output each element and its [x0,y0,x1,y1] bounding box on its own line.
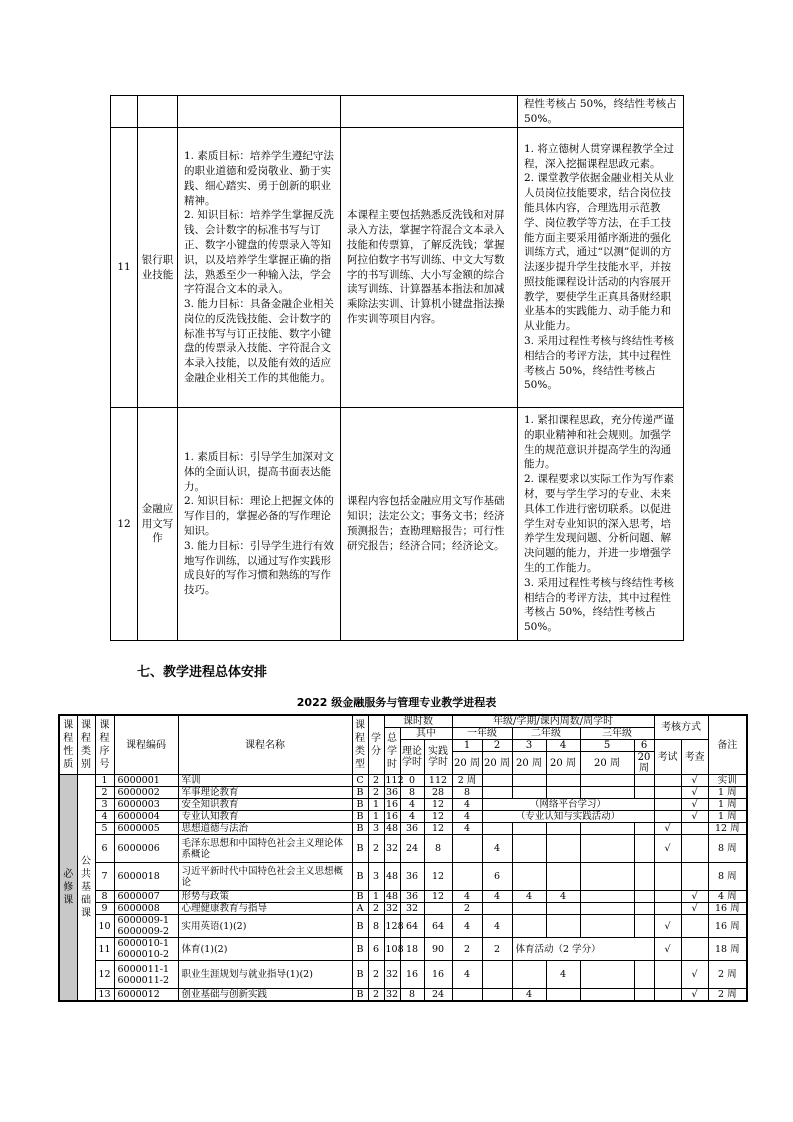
cell-s1: 4 [452,915,482,938]
cell-code: 6000004 [114,811,178,823]
header-course-nature: 课程性质 [59,715,77,775]
cell-s2: 2 [482,938,512,961]
course-number: 12 [111,408,138,641]
cell-s1: 4 [452,811,482,823]
cell-s5 [580,915,634,938]
cell-practice: 12 [424,863,452,891]
cell-s3 [512,835,546,863]
cell-s3 [512,787,546,799]
cell-theory: 36 [400,891,424,903]
requirement-text: 1. 紧扣课程思政，充分传递严谨的职业精神和社会规则。加强学生的规范意识并提高学生的沟通能力。 [524,414,674,471]
cell-remark: 1 周 [708,811,747,823]
cell-type: B [352,823,368,835]
course-name: 金融应用文写作 [138,408,178,641]
header-weeks: 20 周 [512,752,546,775]
requirement-text: 3. 采用过程性考核与终结性考核相结合的考评方法，其中过程性考核占 50%，终结性考核占 50%。 [524,335,674,392]
cell-credit: 8 [368,915,384,938]
cell-remark: 12 周 [708,823,747,835]
cell-type: B [352,811,368,823]
cell-check [681,863,708,891]
cell-s2 [482,903,512,915]
cell-s2: 4 [482,891,512,903]
header-weeks: 20 周 [634,752,654,775]
cell-s1: 4 [452,961,482,989]
cell-s5 [580,823,634,835]
cell-s6 [634,961,654,989]
cell-objectives [178,128,341,408]
header-course-seq: 课程序号 [95,715,114,775]
header-weeks: 20 周 [580,752,634,775]
cell-exam [654,787,681,799]
requirement-text: 2. 课堂教学依据金融业相关从业人员岗位技能要求，结合岗位技能具体内容，合理选用示范教学、岗位教学等方法，在手工技能方面主要采用循序渐进的强化训练方式，通过“以测”促训的方法逐步提升学生技能水平，并按照技能课程设计活动的内容展开教学，要使学生正真具备财经职业基本的实践能力、动手能力和从业能力。 [524,172,674,333]
table-row [59,989,747,1002]
cell-theory: 4 [400,811,424,823]
cell-requirements [518,128,684,408]
cell-exam [654,961,681,989]
table-row [59,891,747,903]
cell-remark: 4 周 [708,891,747,903]
cell-s4: 4 [546,891,580,903]
cell-credit: 3 [368,863,384,891]
cell-name: 毛泽东思想和中国特色社会主义理论体系概论 [178,835,352,863]
cell-total: 32 [384,961,400,989]
cell-type: B [352,799,368,811]
cell-total: 16 [385,811,399,822]
course-content: 本课程主要包括熟悉反洗钱和对屏录入方法，掌握字符混合文本录入技能和传票算，了解反洗钱；掌握阿拉伯数字书写训练、中文大写数字的书写训练、大小写金额的综合读写训练、计算器基本指法和加减乘除法实训、计算机小键盘指法操作实训等项目内容。 [341,128,518,408]
cell-code: 6000003 [114,799,178,811]
table-row [59,938,747,961]
cell-s2 [482,989,512,1002]
objective-text: 3. 能力目标：具备金融企业相关岗位的反洗钱技能、会计数字的标准书写与订正技能、数字小键盘的传票录入技能、字符混合文本录入技能，以及能有效的适应金融企业相关工作的其他能力。 [184,298,334,385]
table-row [59,903,747,915]
cell-remark: 8 周 [708,835,747,863]
cell-span: 体育活动（2 学分） [512,938,654,961]
cell-seq: 3 [95,799,114,811]
cell-s1: 4 [452,891,482,903]
cell-name: 思想道德与法治 [178,823,352,835]
cell-s3: 4 [512,989,546,1002]
cell-practice: 64 [424,915,452,938]
cell-s4 [546,835,580,863]
cell-name: 创业基础与创新实践 [178,989,352,1002]
cell-s5 [580,835,634,863]
cell-remark: 实训 [708,775,747,787]
cell-check: √ [681,799,708,811]
cell-credit: 3 [368,823,384,835]
cell-name: 实用英语(1)(2) [178,915,352,938]
cell-exam: √ [654,823,681,835]
cell-s1 [452,863,482,891]
cell-name: 心理健康教育与指导 [178,903,352,915]
cell-s4 [546,915,580,938]
cell-s6 [634,903,654,915]
cell-practice: 24 [424,989,452,1002]
cell-remark: 18 周 [708,938,747,961]
cell-seq: 4 [95,811,114,823]
cell-s2: 6 [482,863,512,891]
cell-code: 6000018 [114,863,178,891]
header-course-category: 课程类别 [77,715,95,775]
cell-s4 [546,775,580,787]
cell-credit: 1 [368,811,384,823]
header-check: 考查 [681,740,708,775]
cell-code: 6000011-1 6000011-2 [114,961,178,989]
header-practice: 实践学时 [424,740,452,775]
cell-theory: 8 [400,989,424,1002]
objective-text: 2. 知识目标：理论上把握文体的写作目的，掌握必备的写作理论知识。 [184,495,334,537]
cell-s3: 4 [512,891,546,903]
header-row [59,715,747,728]
header-credit: 学分 [368,715,384,775]
cell-s4: 4 [546,961,580,989]
cell-theory: 36 [400,823,424,835]
cell-seq: 10 [95,915,114,938]
header-year2: 二年级 [512,728,580,740]
cell-s1: 2 周 [452,775,482,787]
requirement-text: 3. 采用过程性考核与终结性考核相结合的考评方法，其中过程性考核占 50%，终结性考核占 50%。 [524,576,674,634]
section-heading: 七、教学进程总体安排 [137,665,268,680]
cell-practice: 28 [424,787,452,799]
cell-code: 6000007 [114,891,178,903]
table-row [59,775,747,787]
cell-practice: 16 [424,961,452,989]
cell-theory: 64 [400,915,424,938]
cell-remark: 2 周 [708,961,747,989]
cell-total: 36 [385,787,399,798]
header-theory: 理论学时 [400,740,424,775]
cell-check: √ [681,961,708,989]
cell-type: B [352,989,368,1002]
cell-s3 [512,915,546,938]
header-assess: 考核方式 [654,715,708,740]
cell-s5 [580,775,634,787]
header-course-name: 课程名称 [178,715,352,775]
cell-exam: √ [654,938,681,961]
cell-type: A [352,903,368,915]
cell-practice [424,903,452,915]
cell-seq: 6 [95,835,114,863]
cell-credit: 2 [368,903,384,915]
cell-s5 [580,891,634,903]
cell-seq: 12 [95,961,114,989]
cell-type: B [352,787,368,799]
cell-s5 [580,989,634,1002]
cell-requirements [518,408,684,641]
header-remark: 备注 [708,715,747,775]
cell-seq: 1 [95,775,114,787]
objective-text: 3. 能力目标：引导学生进行有效地写作训练，以通过写作实践形成良好的写作习惯和熟练的写作技巧。 [184,539,334,597]
cell-check: √ [681,787,708,799]
cell-s1: 4 [452,823,482,835]
schedule-table-title: 2022 级金融服务与管理专业教学进程表 [296,696,497,709]
cell-total: 128 [384,915,400,938]
cell-num [111,96,138,128]
cell-s2 [482,775,512,787]
course-category-cell: 公共基础课 [77,775,95,1002]
cell-theory: 36 [400,863,424,891]
cell-exam [654,775,681,787]
cell-check [681,823,708,835]
header-semester: 2 [482,740,512,752]
table-row [59,799,747,811]
header-semester: 4 [546,740,580,752]
cell-type: B [352,835,368,863]
cell-check: √ [681,891,708,903]
table-row [111,408,684,641]
course-content: 课程内容包括金融应用文写作基础知识；法定公文；事务文书；经济预测报告；查勘理赔报告；可行性研究报告；经济合同；经济论文。 [341,408,518,641]
cell-exam: √ [654,915,681,938]
cell-objectives [178,96,341,128]
cell-credit: 1 [368,799,384,811]
header-course-code: 课程编码 [114,715,178,775]
header-weeks: 20 周 [546,752,580,775]
cell-theory: 8 [400,787,424,799]
cell-practice: 12 [424,811,452,823]
table-row [59,835,747,863]
cell-seq: 9 [95,903,114,915]
cell-s1 [452,989,482,1002]
cell-objectives [178,408,341,641]
header-exam: 考试 [654,740,681,775]
cell-remark: 8 周 [708,863,747,891]
cell-s6 [634,787,654,799]
course-number: 11 [111,128,138,408]
cell-practice: 12 [424,891,452,903]
cell-seq: 5 [95,823,114,835]
cell-theory: 18 [400,938,424,961]
header-year3: 三年级 [580,728,654,740]
cell-code: 6000010-1 6000010-2 [114,938,178,961]
header-hours: 课时数 [384,715,452,728]
cell-seq: 7 [95,863,114,891]
cell-total: 108 [384,938,400,961]
cell-s5 [580,903,634,915]
cell-total: 16 [385,799,399,810]
cell-s2 [482,787,512,799]
cell-total: 48 [385,891,399,902]
header-semester: 3 [512,740,546,752]
cell-check: √ [681,989,708,1002]
cell-total: 32 [385,989,399,1000]
cell-s2: 4 [482,835,512,863]
cell-s6 [634,823,654,835]
cell-check [681,835,708,863]
cell-s6 [634,775,654,787]
cell-credit: 6 [368,938,384,961]
header-among: 其中 [400,728,452,740]
cell-s1: 2 [452,903,482,915]
cell-type: C [352,775,368,787]
cell-span: （网络平台学习） [482,799,654,811]
cell-type: B [352,863,368,891]
cell-total: 48 [384,863,400,891]
cell-s1: 8 [452,787,482,799]
cell-total: 112 [385,775,404,786]
cell-theory: 4 [400,799,424,811]
cell-total: 32 [385,903,399,914]
cell-check: √ [681,811,708,823]
cell-name: 军事理论教育 [178,787,352,799]
cell-s3 [512,903,546,915]
cell-s2 [482,961,512,989]
cell-s4 [546,863,580,891]
cell-s2 [482,823,512,835]
cell-exam [654,989,681,1002]
cell-name: 体育(1)(2) [178,938,352,961]
objective-text: 1. 素质目标：引导学生加深对文体的全面认识，提高书面表达能力。 [184,451,334,493]
cell-s2: 4 [482,915,512,938]
cell-code: 6000008 [114,903,178,915]
header-semester: 5 [580,740,634,752]
cell-content [341,96,518,128]
cell-check [681,938,708,961]
cell-remark: 16 周 [708,915,747,938]
cell-name: 职业生涯规划与就业指导(1)(2) [178,961,352,989]
cell-s3 [512,775,546,787]
cell-s4 [546,823,580,835]
cell-code: 6000001 [114,775,178,787]
cell-code: 6000006 [114,835,178,863]
header-weeks: 20 周 [452,752,482,775]
header-course-type: 课程类型 [352,715,368,775]
cell-exam [654,903,681,915]
cell-credit: 2 [368,775,384,787]
cell-s3 [512,823,546,835]
table-row [59,915,747,938]
cell-exam [654,799,681,811]
requirement-text: 1. 将立德树人贯穿课程教学全过程，深入挖掘课程思政元素。 [524,142,674,170]
cell-s4 [546,787,580,799]
requirement-text: 程性考核占 50%，终结性考核占 50%。 [524,97,677,125]
teaching-schedule-table [58,714,748,1002]
cell-s5 [580,787,634,799]
cell-name: 专业认知教育 [178,811,352,823]
cell-check: √ [681,775,708,787]
table-row [59,823,747,835]
cell-remark: 1 周 [708,799,747,811]
cell-s1 [452,835,482,863]
header-semester: 6 [634,740,654,752]
table-row [59,787,747,799]
cell-s6 [634,835,654,863]
cell-s6 [634,989,654,1002]
cell-remark: 1 周 [708,787,747,799]
cell-remark: 16 周 [708,903,747,915]
cell-exam [654,891,681,903]
cell-type: B [352,915,368,938]
course-description-table [110,95,684,641]
cell-exam [654,811,681,823]
header-total: 总学时 [384,728,400,775]
cell-code: 6000005 [114,823,178,835]
requirement-text: 2. 课程要求以实际工作为写作素材，要与学生学习的专业、未来具体工作进行密切联系。以促进学生对专业知识的深入思考，培养学生发现问题、分析问题、解决问题的能力，并进一步增强学生的工作能力。 [524,473,674,574]
cell-credit: 1 [368,891,384,903]
cell-s3 [512,961,546,989]
cell-s6 [634,863,654,891]
header-semester: 1 [452,740,482,752]
cell-credit: 2 [368,835,384,863]
table-row [59,811,747,823]
cell-type: B [352,961,368,989]
cell-s3 [512,863,546,891]
cell-check [681,915,708,938]
course-name: 银行职业技能 [138,128,178,408]
cell-s5 [580,961,634,989]
cell-practice: 12 [424,799,452,811]
cell-exam: √ [654,835,681,863]
cell-total: 32 [384,835,400,863]
cell-s5 [580,863,634,891]
cell-theory: 16 [400,961,424,989]
header-year1: 一年级 [452,728,512,740]
cell-practice: 8 [424,835,452,863]
table-row [111,96,684,128]
cell-s6 [634,915,654,938]
cell-s4 [546,903,580,915]
cell-theory: 24 [400,835,424,863]
cell-name: 安全知识教育 [178,799,352,811]
cell-code: 6000002 [114,787,178,799]
cell-practice: 12 [424,823,452,835]
table-row [59,961,747,989]
cell-exam [654,863,681,891]
table-row [59,863,747,891]
cell-name: 形势与政策 [178,891,352,903]
cell-check: √ [681,903,708,915]
cell-total: 48 [385,823,399,834]
cell-seq: 2 [95,787,114,799]
cell-name: 习近平新时代中国特色社会主义思想概论 [178,863,352,891]
cell-requirements [518,96,684,128]
cell-s1: 2 [452,938,482,961]
cell-practice: 90 [424,938,452,961]
cell-credit: 2 [368,787,384,799]
cell-credit: 2 [368,989,384,1002]
cell-code: 6000009-1 6000009-2 [114,915,178,938]
table-row [111,128,684,408]
cell-type: B [352,938,368,961]
cell-name: 军训 [178,775,352,787]
cell-s4 [546,989,580,1002]
cell-name [138,96,178,128]
course-nature-cell: 必修课 [59,775,77,1002]
cell-s1: 4 [452,799,482,811]
cell-theory: 0 [400,775,424,787]
cell-type: B [352,891,368,903]
header-weekly: 年级/学期/课内周数/周学时 [452,715,654,728]
cell-seq: 11 [95,938,114,961]
cell-credit: 2 [368,961,384,989]
cell-practice: 112 [424,775,452,787]
cell-s6 [634,891,654,903]
cell-seq: 13 [95,989,114,1002]
objective-text: 1. 素质目标：培养学生遵纪守法的职业道德和爱岗敬业、勤于实践、细心踏实、勇于创新的职业精神。 [184,150,334,207]
cell-theory: 32 [400,903,424,915]
cell-code: 6000012 [114,989,178,1002]
cell-seq: 8 [95,891,114,903]
cell-remark: 2 周 [708,989,747,1002]
objective-text: 2. 知识目标：培养学生掌握反洗钱、会计数字的标准书写与订正、数字小键盘的传票录入等知识，以及培养学生掌握正确的指法，熟悉至少一种输入法，学会字符混合文本的录入。 [184,209,334,296]
header-weeks: 20 周 [482,752,512,775]
cell-span: （专业认知与实践活动） [482,811,654,823]
schedule-body [59,775,747,1002]
